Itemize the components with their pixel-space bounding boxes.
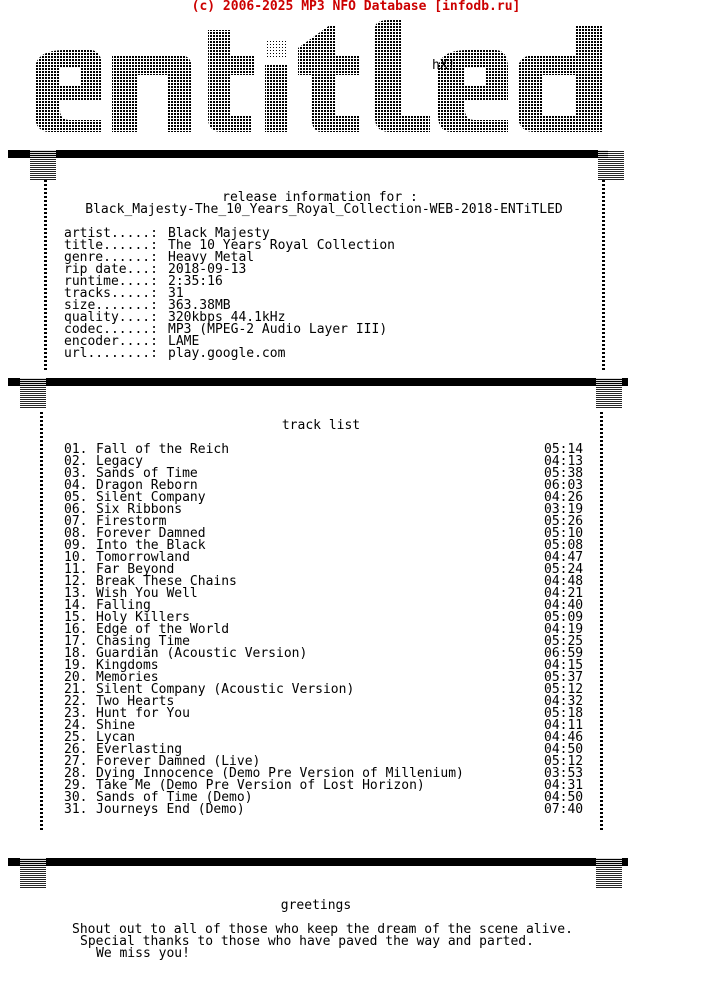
track-title: Hunt for You [96,706,190,721]
track-number: 04. [64,478,88,493]
track-title: Everlasting [96,742,183,757]
track-duration: 05:25 [544,634,584,649]
track-duration: 05:08 [544,538,584,553]
track-number: 15. [64,610,88,625]
entitled-logo [30,20,630,140]
release-field [64,348,395,360]
field-label: artist.....: [64,226,158,241]
track-title: Sands of Time (Demo) [96,790,253,805]
track-number: 27. [64,754,88,769]
track-number: 22. [64,694,88,709]
track-number: 16. [64,622,88,637]
track-title: Forever Damned [96,526,206,541]
field-label: size.......: [64,298,158,313]
track-number: 11. [64,562,88,577]
track-title: Holy Killers [96,610,190,625]
track-duration: 04:31 [544,778,584,793]
track-duration: 05:14 [544,442,584,457]
field-label: codec......: [64,322,158,337]
track-number: 02. [64,454,88,469]
release-name: Black_Majesty-The_10_Years_Royal_Collection-WEB-2018-ENTiTLED [85,202,563,217]
track-title: Six Ribbons [96,502,183,517]
track-row [64,720,584,732]
track-title: Guardian (Acoustic Version) [96,646,308,661]
track-number: 21. [64,682,88,697]
track-duration: 06:03 [544,478,584,493]
track-title: Wish You Well [96,586,198,601]
track-number: 26. [64,742,88,757]
track-duration: 04:46 [544,730,584,745]
track-number: 05. [64,490,88,505]
track-duration: 04:32 [544,694,584,709]
track-duration: 04:26 [544,490,584,505]
track-number: 30. [64,790,88,805]
track-row [64,708,584,720]
field-value: play.google.com [168,346,286,361]
field-value: Black Majesty [168,226,270,241]
copyright-banner: (c) 2006-2025 MP3 NFO Database [infodb.ru] [191,0,521,14]
track-duration: 03:19 [544,502,584,517]
track-number: 08. [64,526,88,541]
track-title: Falling [96,598,151,613]
greetings-line: Shout out to all of those who keep the dream of the scene alive. [72,922,573,937]
track-number: 07. [64,514,88,529]
greetings-line: We miss you! [96,946,190,961]
release-heading: release information for : [222,190,418,205]
track-number: 10. [64,550,88,565]
field-label: url........: [64,346,158,361]
track-duration: 05:09 [544,610,584,625]
track-duration: 04:15 [544,658,584,673]
field-value: 31 [168,286,184,301]
track-duration: 04:40 [544,598,584,613]
track-title: Dying Innocence (Demo Pre Version of Millenium) [96,766,464,781]
track-duration: 04:21 [544,586,584,601]
track-title: Sands of Time [96,466,198,481]
track-number: 18. [64,646,88,661]
track-duration: 05:24 [544,562,584,577]
field-label: rip date...: [64,262,158,277]
track-number: 01. [64,442,88,457]
field-value: 2:35:16 [168,274,223,289]
track-title: Far Beyond [96,562,175,577]
track-number: 24. [64,718,88,733]
track-duration: 04:13 [544,454,584,469]
track-number: 13. [64,586,88,601]
field-label: tracks.....: [64,286,158,301]
track-title: Shine [96,718,136,733]
track-number: 06. [64,502,88,517]
track-title: Tomorrowland [96,550,190,565]
field-value: Heavy Metal [168,250,255,265]
track-duration: 05:18 [544,706,584,721]
track-title: Chasing Time [96,634,190,649]
track-duration: 05:37 [544,670,584,685]
track-title: Edge of the World [96,622,230,637]
track-number: 29. [64,778,88,793]
track-title: Lycan [96,730,136,745]
track-duration: 05:38 [544,466,584,481]
track-duration: 05:10 [544,526,584,541]
track-duration: 06:59 [544,646,584,661]
track-list [64,444,584,816]
track-number: 09. [64,538,88,553]
track-number: 31. [64,802,88,817]
track-duration: 05:12 [544,754,584,769]
track-number: 14. [64,598,88,613]
track-title: Legacy [96,454,143,469]
track-duration: 04:11 [544,718,584,733]
track-title: Take Me (Demo Pre Version of Lost Horizon) [96,778,425,793]
field-label: encoder....: [64,334,158,349]
track-duration: 04:48 [544,574,584,589]
logo-tag: hX! [432,58,456,73]
track-duration: 04:19 [544,622,584,637]
track-row [64,804,584,816]
release-fields [64,228,395,360]
track-title: Break These Chains [96,574,237,589]
track-duration: 05:12 [544,682,584,697]
track-number: 20. [64,670,88,685]
track-duration: 04:50 [544,790,584,805]
field-label: quality....: [64,310,158,325]
track-duration: 03:53 [544,766,584,781]
track-title: Journeys End (Demo) [96,802,245,817]
track-number: 28. [64,766,88,781]
track-duration: 07:40 [544,802,584,817]
field-value: LAME [168,334,200,349]
track-number: 12. [64,574,88,589]
track-duration: 05:26 [544,514,584,529]
track-number: 25. [64,730,88,745]
track-title: Forever Damned (Live) [96,754,261,769]
field-label: runtime....: [64,274,158,289]
field-value: 363.38MB [168,298,231,313]
track-title: Two Hearts [96,694,175,709]
track-title: Into the Black [96,538,206,553]
field-value: The 10 Years Royal Collection [168,238,395,253]
track-number: 17. [64,634,88,649]
tracklist-heading: track list [281,418,361,433]
track-title: Silent Company [96,490,206,505]
track-title: Memories [96,670,159,685]
field-label: title......: [64,238,158,253]
track-title: Silent Company (Acoustic Version) [96,682,355,697]
field-value: 2018-09-13 [168,262,247,277]
greetings-text [72,924,573,960]
field-value: 320kbps 44.1kHz [168,310,286,325]
track-duration: 04:50 [544,742,584,757]
track-number: 23. [64,706,88,721]
track-number: 19. [64,658,88,673]
track-title: Firestorm [96,514,167,529]
field-label: genre......: [64,250,158,265]
track-title: Fall of the Reich [96,442,230,457]
track-number: 03. [64,466,88,481]
greetings-heading: greetings [280,898,352,913]
track-title: Dragon Reborn [96,478,198,493]
field-value: MP3 (MPEG-2 Audio Layer III) [168,322,388,337]
track-title: Kingdoms [96,658,159,673]
greetings-line: Special thanks to those who have paved the way and parted. [80,934,534,949]
track-duration: 04:47 [544,550,584,565]
